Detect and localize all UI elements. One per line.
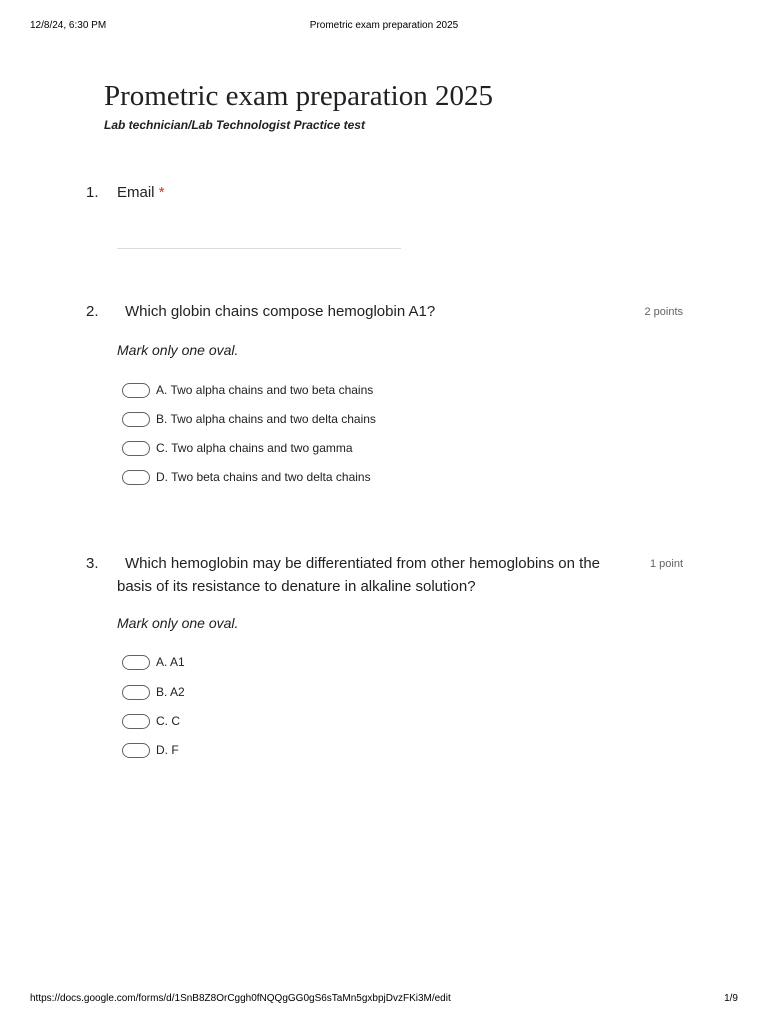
radio-oval[interactable] (122, 743, 150, 758)
question-text (117, 181, 165, 204)
helper-text: Mark only one oval. (117, 342, 239, 358)
radio-option[interactable] (122, 712, 180, 730)
radio-option[interactable] (122, 683, 185, 701)
radio-option[interactable] (122, 653, 185, 671)
option-label: B. A2 (156, 685, 185, 699)
option-label: C. Two alpha chains and two gamma (156, 441, 353, 455)
required-marker: * (158, 184, 165, 201)
radio-oval[interactable] (122, 714, 150, 729)
radio-option[interactable] (122, 381, 373, 399)
form-title: Prometric exam preparation 2025 (104, 80, 493, 112)
radio-option[interactable] (122, 439, 353, 457)
option-label: B. Two alpha chains and two delta chains (156, 412, 376, 426)
print-doc-title: Prometric exam preparation 2025 (309, 20, 459, 31)
radio-oval[interactable] (122, 655, 150, 670)
radio-option[interactable] (122, 410, 376, 428)
question-text: Which hemoglobin may be differentiated from other hemoglobins on the basis of its resistance to denature in alkaline solution? (117, 555, 600, 595)
option-label: A. A1 (156, 655, 185, 669)
question-number: 2. (86, 303, 99, 320)
print-page-number: 1/9 (724, 993, 738, 1004)
option-label: D. F (156, 743, 179, 757)
print-datetime: 12/8/24, 6:30 PM (30, 20, 107, 31)
print-header (30, 20, 738, 34)
print-url: https://docs.google.com/forms/d/1SnB8Z8OrCggh0fNQQgGG0gS6sTaMn5gxbpjDvzFKi3M/edit (30, 993, 451, 1004)
radio-oval[interactable] (122, 412, 150, 427)
option-label: D. Two beta chains and two delta chains (156, 470, 371, 484)
helper-text: Mark only one oval. (117, 615, 239, 631)
question-number: 3. (86, 555, 99, 572)
radio-oval[interactable] (122, 441, 150, 456)
question-label: Email (117, 184, 155, 201)
question-number: 1. (86, 184, 99, 201)
print-footer (30, 993, 738, 1007)
radio-oval[interactable] (122, 685, 150, 700)
radio-option[interactable] (122, 741, 179, 759)
option-label: C. C (156, 714, 180, 728)
option-label: A. Two alpha chains and two beta chains (156, 383, 374, 397)
email-field[interactable] (117, 248, 401, 249)
radio-oval[interactable] (122, 383, 150, 398)
form-description: Lab technician/Lab Technologist Practice test (104, 118, 365, 132)
radio-oval[interactable] (122, 470, 150, 485)
question-text: Which globin chains compose hemoglobin A1? (125, 303, 436, 320)
points-badge: 1 point (649, 558, 683, 570)
points-badge: 2 points (644, 306, 683, 318)
radio-option[interactable] (122, 468, 371, 486)
